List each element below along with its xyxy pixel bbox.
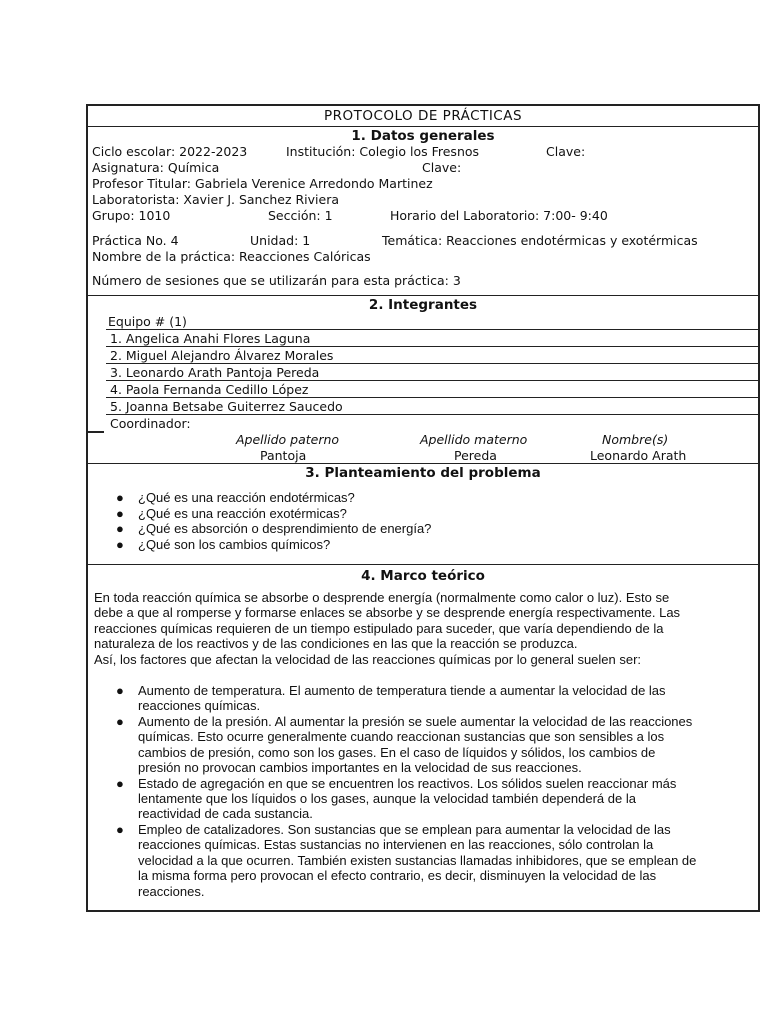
marco-paragraph: En toda reacción química se absorbe o desprende energía (normalmente como calor o luz). Esto se debe a que al romperse y formarse enlaces se absorbe y se desprende energía respectivamente. Las reacciones químicas requieren de un tiempo estipulado para suceder, que varía dependiendo de la naturaleza de los reactivos y de las condiciones en las que la reacción se produzca. Así, los factores que afectan la velocidad de las reacciones químicas por lo general suelen ser:	[94, 590, 681, 667]
section-divider	[88, 295, 758, 296]
factor-item: ● Aumento de temperatura. El aumento de temperatura tiende a aumentar la velocidad de las reacciones químicas.	[116, 683, 666, 714]
horario-laboratorio: Horario del Laboratorio: 7:00- 9:40	[390, 208, 608, 223]
member-line	[106, 414, 758, 415]
apellido-paterno-value: Pantoja	[260, 448, 307, 463]
member-line	[106, 329, 758, 330]
factor-item: ● Aumento de la presión. Al aumentar la presión se suele aumentar la velocidad de las reacciones químicas. Esto ocurre generalmente cuando reaccionan sustancias que son sensibles a los cambios de presión, como son los gases. En el caso de líquidos y sólidos, los cambios de presión no provocan cambios importantes en la velocidad de sus reacciones.	[116, 714, 693, 776]
ciclo-escolar: Ciclo escolar: 2022-2023	[92, 144, 248, 159]
factor-item: ● Estado de agregación en que se encuentren los reactivos. Los sólidos suelen reaccionar más lentamente que los líquidos o los gases, aunque la velocidad también dependerá de la reactividad de cada sustancia.	[116, 775, 677, 822]
section-4-heading: 4. Marco teórico	[361, 568, 485, 584]
member-5: 5. Joanna Betsabe Guiterrez Saucedo	[110, 399, 343, 414]
member-line	[106, 380, 758, 381]
seccion: Sección: 1	[268, 208, 333, 223]
bullet-icon: ●	[116, 775, 124, 791]
section-divider	[88, 564, 758, 565]
bullet-icon: ●	[116, 822, 124, 837]
question-item: ● ¿Qué son los cambios químicos?	[116, 536, 331, 552]
member-3: 3. Leonardo Arath Pantoja Pereda	[110, 365, 320, 380]
numero-sesiones: Número de sesiones que se utilizarán para esta práctica: 3	[92, 273, 461, 288]
nombres-value: Leonardo Arath	[590, 448, 687, 463]
section-2-heading: 2. Integrantes	[368, 297, 478, 313]
clave-1: Clave:	[546, 144, 586, 159]
bullet-icon: ●	[116, 521, 124, 536]
factor-item: ● Empleo de catalizadores. Son sustancias que se emplean para aumentar la velocidad de las reacciones químicas. Estas sustancias no intervienen en las reacciones, sólo controlan la velocidad a la que ocurren. También existen sustancias llamadas inhibidores, que se emplean de la misma forma pero provocan el efecto contrario, es decir, disminuyen la velocidad de las reacciones.	[116, 822, 697, 899]
bullet-icon: ●	[116, 536, 124, 552]
bullet-icon: ●	[116, 490, 124, 505]
profesor-titular: Profesor Titular: Gabriela Verenice Arredondo Martinez	[92, 176, 433, 191]
section-3-heading: 3. Planteamiento del problema	[305, 465, 541, 481]
coordinador-label: Coordinador:	[110, 416, 191, 431]
member-line	[106, 363, 758, 364]
member-line	[106, 346, 758, 347]
apellido-materno-header: Apellido materno	[420, 432, 528, 447]
coordinator-line	[88, 431, 104, 433]
bullet-icon: ●	[116, 683, 124, 698]
grupo: Grupo: 1010	[92, 208, 171, 223]
question-item: ● ¿Qué es una reacción endotérmicas?	[116, 490, 355, 505]
apellido-paterno-header: Apellido paterno	[236, 432, 340, 447]
practice-protocol-form	[86, 104, 760, 912]
question-item: ● ¿Qué es absorción o desprendimiento de energía?	[116, 521, 432, 536]
apellido-materno-value: Pereda	[454, 448, 497, 463]
unidad: Unidad: 1	[250, 233, 311, 248]
section-divider	[88, 126, 758, 127]
laboratorista: Laboratorista: Xavier J. Sanchez Riviera	[92, 192, 340, 207]
nombres-header: Nombre(s)	[602, 432, 669, 447]
member-4: 4. Paola Fernanda Cedillo López	[110, 382, 309, 397]
clave-2: Clave:	[422, 160, 462, 175]
member-2: 2. Miguel Alejandro Álvarez Morales	[110, 348, 334, 363]
member-1: 1. Angelica Anahi Flores Laguna	[110, 331, 311, 346]
bullet-icon: ●	[116, 714, 124, 729]
section-divider	[88, 463, 758, 464]
question-item: ● ¿Qué es una reacción exotérmicas?	[116, 505, 347, 521]
document-title: PROTOCOLO DE PRÁCTICAS	[323, 108, 523, 124]
member-line	[106, 397, 758, 398]
nombre-practica: Nombre de la práctica: Reacciones Calóricas	[92, 249, 371, 264]
institucion: Institución: Colegio los Fresnos	[286, 144, 480, 159]
section-1-heading: 1. Datos generales	[351, 128, 495, 144]
equipo-number: Equipo # (1)	[108, 314, 187, 329]
tematica: Temática: Reacciones endotérmicas y exotérmicas	[382, 233, 698, 248]
practica-numero: Práctica No. 4	[92, 233, 179, 248]
bullet-icon: ●	[116, 505, 124, 521]
asignatura: Asignatura: Química	[92, 160, 220, 175]
